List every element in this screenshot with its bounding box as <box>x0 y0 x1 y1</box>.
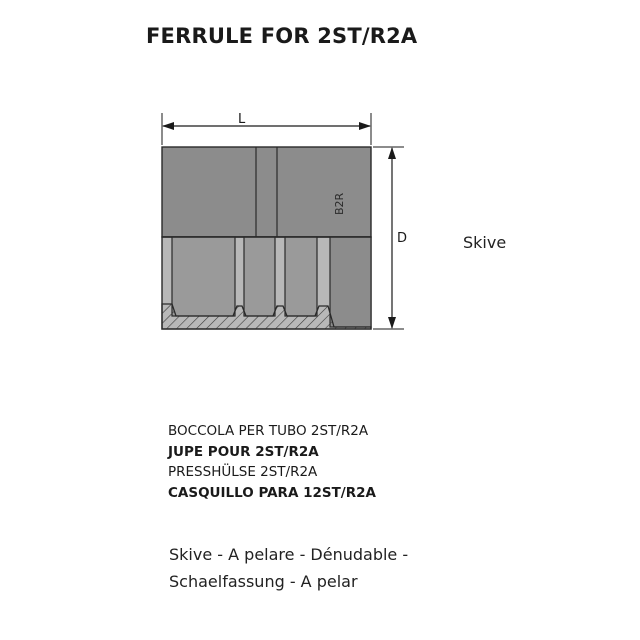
skive-line-1: Skive - A pelare - Dénudable - <box>169 545 409 564</box>
diameter-dimension <box>373 147 407 329</box>
ferrule-exterior <box>162 147 371 237</box>
page-title: FERRULE FOR 2ST/R2A <box>146 24 418 48</box>
ferrule-section <box>162 237 371 329</box>
description-list <box>168 421 376 503</box>
description-french: JUPE POUR 2ST/R2A <box>168 443 319 460</box>
skive-translations <box>169 541 408 595</box>
description-italian: BOCCOLA PER TUBO 2ST/R2A <box>168 423 369 439</box>
ferrule-marking: B2R <box>333 192 346 215</box>
description-german: PRESSHÜLSE 2ST/R2A <box>168 464 318 480</box>
skive-label: Skive <box>463 233 507 252</box>
length-label: L <box>238 112 246 127</box>
skive-line-2: Schaelfassung - A pelar <box>169 572 358 591</box>
description-spanish: CASQUILLO PARA 12ST/R2A <box>168 484 376 501</box>
diameter-label: D <box>397 231 408 246</box>
length-dimension <box>162 112 371 145</box>
